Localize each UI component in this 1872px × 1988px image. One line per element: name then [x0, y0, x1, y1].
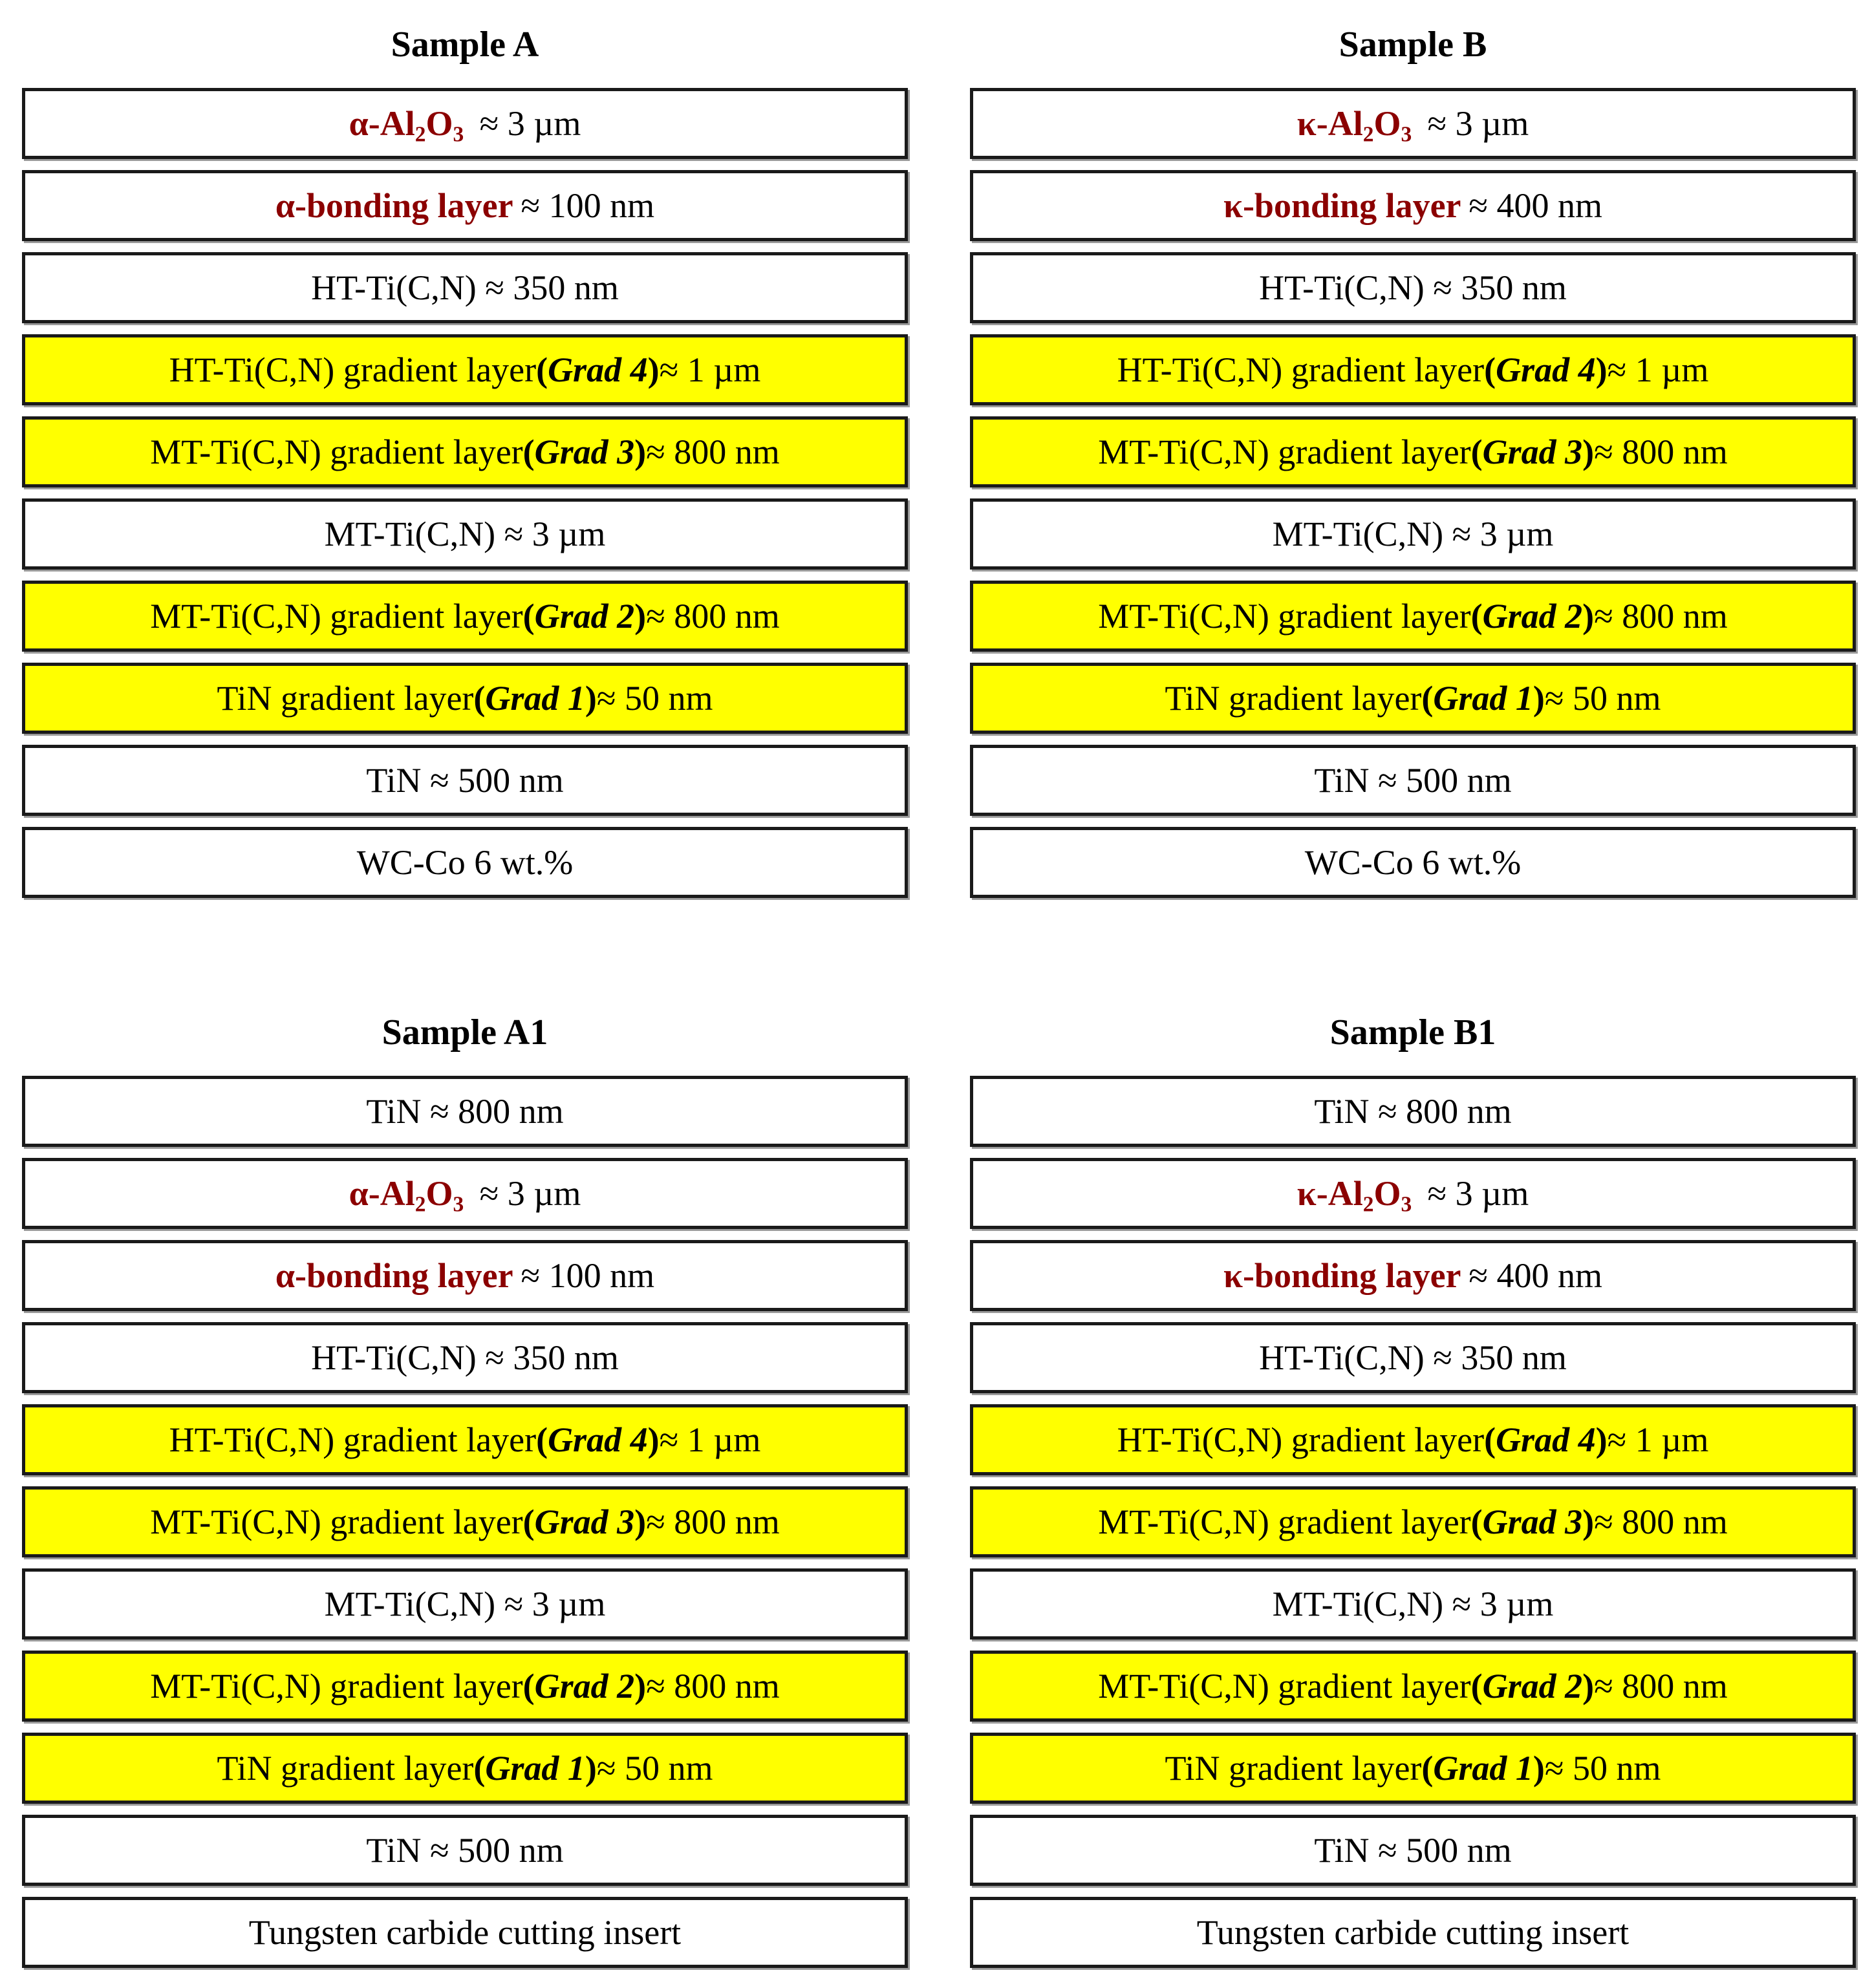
formula-subscript: 2 — [1362, 1192, 1374, 1217]
layer-thickness: ≈ 800 nm — [646, 1667, 780, 1705]
sample-a-panel — [22, 18, 908, 909]
grad-name: Grad 3 — [534, 433, 635, 471]
bonding-layer-name: α-bonding layer — [275, 1256, 513, 1295]
layer-label: TiN gradient layer — [217, 1749, 474, 1788]
grad-name: Grad 3 — [1482, 1502, 1583, 1541]
layer-thickness: ≈ 400 nm — [1469, 186, 1603, 225]
grad-tag: (Grad 3) — [1470, 1502, 1595, 1541]
formula-prefix: α-Al — [349, 1174, 415, 1213]
layer-thickness: ≈ 1 µm — [1607, 1420, 1709, 1459]
alumina-formula — [349, 1173, 464, 1217]
formula-element: O — [1373, 1174, 1401, 1213]
layer-label: TiN ≈ 500 nm — [366, 1831, 564, 1870]
formula-prefix: α-Al — [349, 104, 415, 143]
coating-layer — [970, 170, 1856, 241]
bonding-layer-name: κ-bonding layer — [1223, 1256, 1461, 1295]
coating-layer — [970, 745, 1856, 816]
grad-name: Grad 1 — [485, 1749, 585, 1788]
grad-tag: (Grad 4) — [1484, 1420, 1608, 1459]
layer-label: HT-Ti(C,N) ≈ 350 nm — [1259, 1338, 1567, 1377]
sample-title: Sample B1 — [1329, 1012, 1496, 1053]
gradient-layer — [22, 1651, 908, 1722]
layer-thickness: ≈ 1 µm — [1607, 350, 1709, 389]
layer-label: TiN ≈ 800 nm — [366, 1092, 564, 1131]
gradient-layer — [970, 581, 1856, 652]
layer-label: MT-Ti(C,N) ≈ 3 µm — [1272, 515, 1554, 553]
formula-prefix: κ-Al — [1296, 104, 1363, 143]
layer-label: WC-Co 6 wt.% — [356, 843, 574, 882]
grad-name: Grad 2 — [1482, 597, 1583, 636]
grad-tag: (Grad 3) — [522, 1502, 647, 1541]
grad-name: Grad 2 — [1482, 1667, 1583, 1705]
layer-label: TiN gradient layer — [1165, 1749, 1422, 1788]
layer-label: TiN ≈ 500 nm — [1314, 1831, 1512, 1870]
layer-thickness: ≈ 800 nm — [1594, 1667, 1728, 1705]
coating-layer — [22, 1897, 908, 1968]
coating-layer — [22, 498, 908, 570]
formula-element: O — [425, 1174, 453, 1213]
layer-label: HT-Ti(C,N) gradient layer — [1117, 350, 1485, 389]
grad-name: Grad 3 — [1482, 433, 1583, 471]
layer-label: TiN ≈ 800 nm — [1314, 1092, 1512, 1131]
sample-title: Sample B — [1339, 25, 1487, 65]
coating-layer — [970, 1568, 1856, 1640]
grad-tag: (Grad 2) — [1470, 1667, 1595, 1705]
layer-label: TiN gradient layer — [1165, 679, 1422, 718]
sample-title: Sample A — [391, 25, 539, 65]
layer-label: MT-Ti(C,N) ≈ 3 µm — [324, 1585, 606, 1623]
coating-layer — [22, 252, 908, 323]
grad-tag: (Grad 4) — [536, 350, 660, 389]
sample-title: Sample A1 — [382, 1012, 548, 1053]
grad-name: Grad 4 — [1496, 350, 1596, 389]
grad-name: Grad 4 — [548, 1420, 648, 1459]
gradient-layer — [970, 416, 1856, 487]
grad-tag: (Grad 1) — [1421, 1749, 1545, 1788]
coating-layer — [22, 1076, 908, 1147]
coating-layer — [22, 88, 908, 159]
coating-layer — [970, 1158, 1856, 1229]
coating-layer — [970, 1240, 1856, 1311]
formula-element: O — [1373, 104, 1401, 143]
layer-thickness: ≈ 800 nm — [1594, 433, 1728, 471]
layer-thickness: ≈ 50 nm — [1544, 1749, 1661, 1788]
layer-label: HT-Ti(C,N) ≈ 350 nm — [311, 1338, 619, 1377]
layer-thickness: ≈ 800 nm — [1594, 597, 1728, 636]
layer-stack — [22, 88, 908, 909]
grad-name: Grad 1 — [1433, 1749, 1533, 1788]
layer-label: Tungsten carbide cutting insert — [1196, 1913, 1630, 1952]
coating-layer — [22, 745, 908, 816]
layer-thickness: ≈ 50 nm — [596, 1749, 713, 1788]
gradient-layer — [970, 334, 1856, 405]
formula-subscript: 2 — [414, 1192, 426, 1217]
grad-tag: (Grad 2) — [1470, 597, 1595, 636]
gradient-layer — [22, 334, 908, 405]
coating-layer — [970, 498, 1856, 570]
bonding-layer-name: α-bonding layer — [275, 186, 513, 225]
layer-thickness: ≈ 800 nm — [646, 1502, 780, 1541]
grad-tag: (Grad 2) — [522, 597, 647, 636]
layer-label: MT-Ti(C,N) gradient layer — [150, 1667, 523, 1705]
gradient-layer — [22, 1486, 908, 1557]
gradient-layer — [22, 581, 908, 652]
layer-label: MT-Ti(C,N) gradient layer — [1098, 433, 1471, 471]
gradient-layer — [970, 1651, 1856, 1722]
gradient-layer — [22, 416, 908, 487]
layer-thickness: ≈ 100 nm — [521, 186, 655, 225]
formula-subscript: 2 — [1362, 122, 1374, 147]
grad-name: Grad 3 — [534, 1502, 635, 1541]
layer-label: Tungsten carbide cutting insert — [248, 1913, 682, 1952]
formula-subscript: 3 — [1401, 122, 1412, 147]
layer-thickness: ≈ 800 nm — [1594, 1502, 1728, 1541]
layer-thickness: ≈ 400 nm — [1469, 1256, 1603, 1295]
alumina-formula — [1296, 1173, 1412, 1217]
grad-tag: (Grad 3) — [1470, 433, 1595, 471]
layer-label: MT-Ti(C,N) gradient layer — [150, 597, 523, 636]
gradient-layer — [22, 1404, 908, 1475]
alumina-formula — [349, 103, 464, 147]
coating-layer — [970, 1322, 1856, 1393]
coating-layer — [22, 1240, 908, 1311]
layer-thickness: ≈ 800 nm — [646, 433, 780, 471]
layer-stack — [970, 88, 1856, 909]
gradient-layer — [22, 663, 908, 734]
layer-thickness: ≈ 3 µm — [479, 104, 581, 143]
formula-subscript: 3 — [453, 1192, 464, 1217]
layer-label: MT-Ti(C,N) ≈ 3 µm — [324, 515, 606, 553]
grad-tag: (Grad 3) — [522, 433, 647, 471]
layer-label: HT-Ti(C,N) ≈ 350 nm — [1259, 268, 1567, 307]
grad-tag: (Grad 1) — [473, 1749, 597, 1788]
layer-label: WC-Co 6 wt.% — [1304, 843, 1522, 882]
layer-stack — [970, 1076, 1856, 1979]
coating-layer — [22, 827, 908, 898]
layer-thickness: ≈ 50 nm — [1544, 679, 1661, 718]
grad-name: Grad 2 — [534, 1667, 635, 1705]
layer-label: HT-Ti(C,N) ≈ 350 nm — [311, 268, 619, 307]
formula-subscript: 3 — [453, 122, 464, 147]
grad-tag: (Grad 1) — [1421, 679, 1545, 718]
layer-thickness: ≈ 3 µm — [479, 1174, 581, 1213]
sample-b-panel — [970, 18, 1856, 909]
grad-tag: (Grad 4) — [1484, 350, 1608, 389]
coating-layer — [22, 1322, 908, 1393]
layer-label: MT-Ti(C,N) gradient layer — [1098, 1502, 1471, 1541]
layer-label: MT-Ti(C,N) gradient layer — [150, 1502, 523, 1541]
layer-thickness: ≈ 3 µm — [1427, 104, 1529, 143]
alumina-formula — [1296, 103, 1412, 147]
coating-layer — [970, 1897, 1856, 1968]
grad-name: Grad 2 — [534, 597, 635, 636]
gradient-layer — [970, 1733, 1856, 1804]
formula-subscript: 2 — [414, 122, 426, 147]
layer-label: HT-Ti(C,N) gradient layer — [169, 1420, 537, 1459]
formula-prefix: κ-Al — [1296, 1174, 1363, 1213]
coating-layer — [22, 1158, 908, 1229]
coating-layer — [970, 252, 1856, 323]
layer-thickness: ≈ 3 µm — [1427, 1174, 1529, 1213]
coating-layer — [22, 1815, 908, 1886]
layer-label: MT-Ti(C,N) gradient layer — [1098, 1667, 1471, 1705]
layer-label: MT-Ti(C,N) ≈ 3 µm — [1272, 1585, 1554, 1623]
layer-thickness: ≈ 100 nm — [521, 1256, 655, 1295]
formula-subscript: 3 — [1401, 1192, 1412, 1217]
gradient-layer — [970, 663, 1856, 734]
formula-element: O — [425, 104, 453, 143]
layer-thickness: ≈ 50 nm — [596, 679, 713, 718]
layer-label: TiN ≈ 500 nm — [366, 761, 564, 800]
grad-tag: (Grad 4) — [536, 1420, 660, 1459]
gradient-layer — [970, 1486, 1856, 1557]
layer-thickness: ≈ 800 nm — [646, 597, 780, 636]
grad-name: Grad 4 — [548, 350, 648, 389]
layer-label: HT-Ti(C,N) gradient layer — [169, 350, 537, 389]
coating-layer — [970, 1076, 1856, 1147]
bonding-layer-name: κ-bonding layer — [1223, 186, 1461, 225]
layer-thickness: ≈ 1 µm — [659, 1420, 761, 1459]
coating-layer — [970, 1815, 1856, 1886]
grad-name: Grad 1 — [1433, 679, 1533, 718]
layer-stack — [22, 1076, 908, 1979]
layer-label: MT-Ti(C,N) gradient layer — [150, 433, 523, 471]
grad-tag: (Grad 1) — [473, 679, 597, 718]
coating-layer — [22, 170, 908, 241]
layer-thickness: ≈ 1 µm — [659, 350, 761, 389]
coating-layer — [970, 88, 1856, 159]
gradient-layer — [22, 1733, 908, 1804]
sample-a1-panel — [22, 1006, 908, 1979]
layer-label: TiN gradient layer — [217, 679, 474, 718]
gradient-layer — [970, 1404, 1856, 1475]
layer-label: MT-Ti(C,N) gradient layer — [1098, 597, 1471, 636]
coating-layer — [970, 827, 1856, 898]
sample-b1-panel — [970, 1006, 1856, 1979]
grad-name: Grad 1 — [485, 679, 585, 718]
layer-label: TiN ≈ 500 nm — [1314, 761, 1512, 800]
grad-tag: (Grad 2) — [522, 1667, 647, 1705]
coating-layer — [22, 1568, 908, 1640]
layer-label: HT-Ti(C,N) gradient layer — [1117, 1420, 1485, 1459]
grad-name: Grad 4 — [1496, 1420, 1596, 1459]
